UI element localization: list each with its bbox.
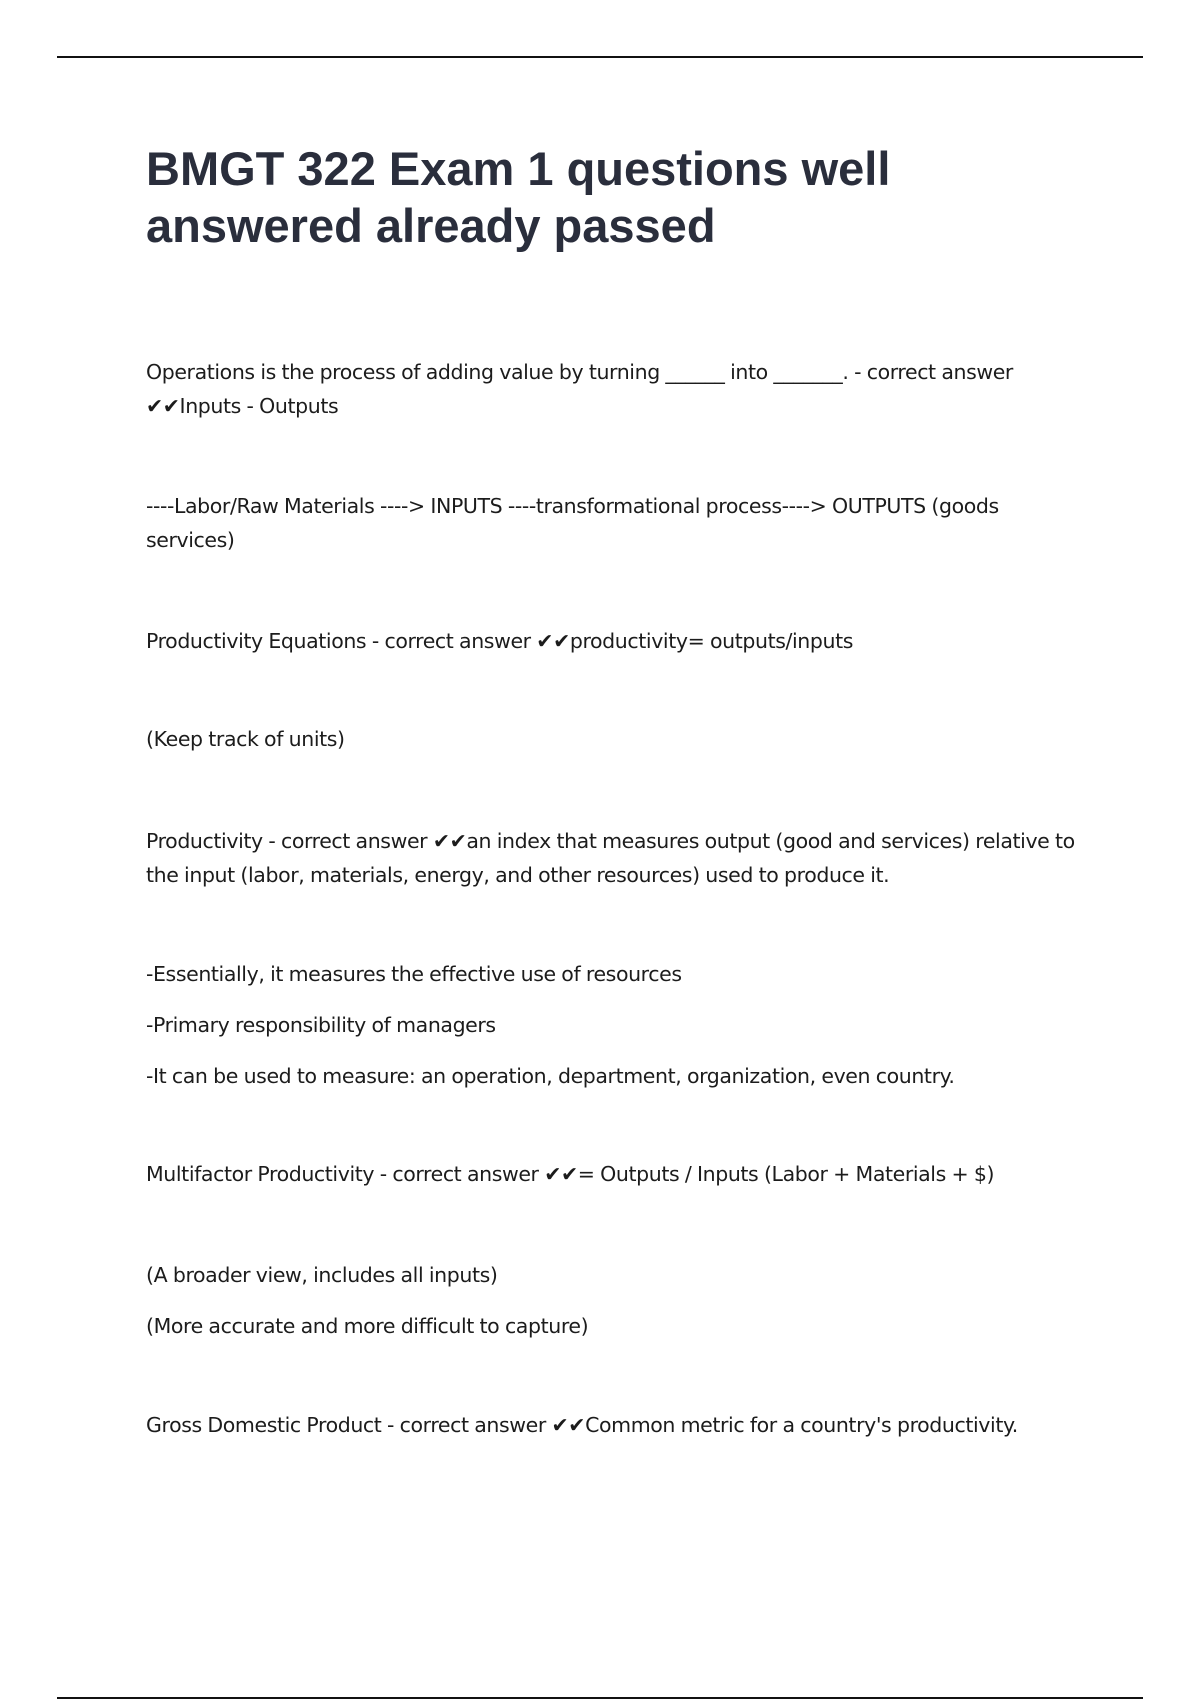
top-divider	[57, 56, 1143, 58]
note-more-accurate: (More accurate and more difficult to capture)	[146, 1314, 589, 1338]
question-productivity: Productivity - correct answer ✔✔an index that measures output (good and services) relative to the input (labor, materials, energy, and other resources) used to produce it.	[146, 829, 1075, 887]
document-title: BMGT 322 Exam 1 questions well answered already passed	[146, 142, 891, 252]
question-gdp: Gross Domestic Product - correct answer ✔✔Common metric for a country's productivity.	[146, 1413, 1018, 1437]
bullet-responsibility: -Primary responsibility of managers	[146, 1013, 496, 1037]
units-note: (Keep track of units)	[146, 727, 345, 751]
bottom-divider	[57, 1697, 1143, 1699]
question-productivity-equations: Productivity Equations - correct answer ✔✔productivity= outputs/inputs	[146, 629, 854, 653]
question-multifactor: Multifactor Productivity - correct answer ✔✔= Outputs / Inputs (Labor + Materials + $)	[146, 1162, 995, 1186]
bullet-effective-use: -Essentially, it measures the effective use of resources	[146, 962, 682, 986]
bullet-measure-scope: -It can be used to measure: an operation, department, organization, even country.	[146, 1064, 955, 1088]
note-broader-view: (A broader view, includes all inputs)	[146, 1263, 498, 1287]
question-operations: Operations is the process of adding value by turning ______ into _______. - correct answer ✔✔Inputs - Outputs	[146, 360, 1013, 418]
process-flow-note: ----Labor/Raw Materials ----> INPUTS ----transformational process----> OUTPUTS (goods services)	[146, 494, 999, 552]
